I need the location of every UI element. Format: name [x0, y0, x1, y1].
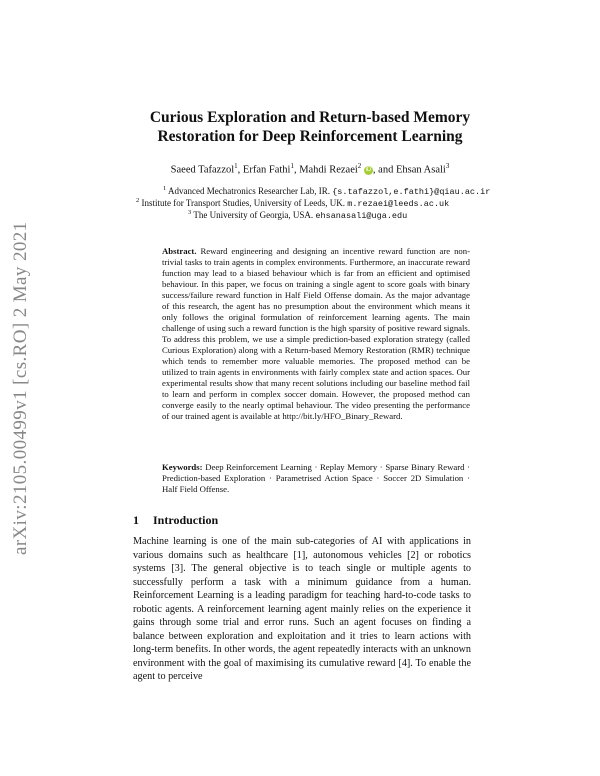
affiliation-2-sup: 2	[136, 197, 140, 204]
abstract-label: Abstract.	[162, 246, 197, 256]
author-3-sup: 2	[357, 162, 362, 170]
title-line-2: Restoration for Deep Reinforcement Learning	[157, 128, 463, 145]
affiliation-2-text: Institute for Transport Studies, University of Leeds, UK.	[141, 198, 345, 208]
affiliation-1	[163, 185, 490, 197]
affiliation-1-text: Advanced Mechatronics Researcher Lab, IR.	[168, 186, 330, 196]
keywords-label: Keywords:	[162, 462, 203, 472]
keywords	[162, 462, 470, 495]
affiliation-3-text: The University of Georgia, USA.	[193, 210, 314, 220]
author-1-sup: 1	[234, 162, 238, 170]
section-number: 1	[133, 513, 139, 527]
intro-paragraph: Machine learning is one of the main sub-categories of AI with applications in various domains such as healthcare [1], autonomous vehicles [2] or robotics systems [3]. The general objective is to teach single or multiple agents to successfully perform a task with a minimum guidance from a human. Reinforcement Learning is a leading paradigm for teaching hard-to-code tasks to robotic agents. A reinforcement learning agent mainly relies on the experience it gains through some trial and error runs. Such an agent focuses on finding a balance between exploration and exploitation and it tries to learn actions with long-term benefits. In other words, the agent repeatedly interacts with an unknown environment with the goal of maximising its cumulative reward [4]. To enable the agent to perceive	[133, 536, 471, 682]
affiliation-3-email[interactable]: ehsanasali@uga.edu	[315, 211, 408, 221]
affiliation-1-email[interactable]: {s.tafazzol,e.fathi}@qiau.ac.ir	[332, 187, 491, 197]
arxiv-identifier-stamp: arXiv:2105.00499v1 [cs.RO] 2 May 2021	[10, 221, 31, 555]
paper-title	[120, 108, 500, 146]
author-2: Erfan Fathi	[242, 164, 291, 176]
affiliation-3-sup: 3	[188, 209, 192, 216]
affiliation-3	[188, 209, 407, 221]
affiliation-2-email[interactable]: m.rezaei@leeds.ac.uk	[347, 199, 450, 209]
orcid-icon[interactable]: iD	[365, 166, 372, 173]
section-heading	[133, 513, 218, 528]
keywords-text: Deep Reinforcement Learning · Replay Memory · Sparse Binary Reward · Prediction-based Exploration · Parametrised Action Space · Soccer 2D Simulation · Half Field Offense.	[162, 462, 470, 494]
affiliation-1-sup: 1	[163, 185, 167, 192]
affiliation-2	[136, 197, 449, 209]
author-4-sup: 3	[445, 162, 450, 170]
abstract	[162, 246, 470, 422]
author-2-sup: 1	[290, 162, 294, 170]
abstract-text: Reward engineering and designing an incentive reward function are non-trivial tasks to train agents in complex environments. Furthermore, an inaccurate reward function may lead to a biased behaviour which is far from an efficient and optimised behaviour. In this paper, we focus on training a single agent to score goals with binary success/failure reward function in Half Field Offense domain. As the major advantage of this research, the agent has no presumption about the environment which means it only follows the original formulation of reinforcement learning agents. The main challenge of using such a reward function is the high sparsity of positive reward signals. To address this problem, we use a simple prediction-based exploration strategy (called Curious Exploration) along with a Return-based Memory Restoration (RMR) technique which tends to remember more valuable memories. The proposed method can be utilized to train agents in environments with fairly complex state and action spaces. Our experimental results show that many recent solutions including our baseline method fail to learn and perform in complex soccer domain. However, the proposed method can converge easily to the nearly optimal behaviour. The video presenting the performance of our trained agent is available at http://bit.ly/HFO_Binary_Reward.	[162, 246, 470, 421]
author-list: Saeed Tafazzol$^1$, Erfan Fathi$^1$, Mahdi Rezaei$^2$ iD , and Ehsan Asali$^3$	[170, 162, 450, 176]
author-4: and Ehsan Asali	[378, 164, 446, 176]
title-line-1: Curious Exploration and Return-based Memory	[149, 109, 471, 126]
section-title: Introduction	[153, 513, 219, 527]
author-3: Mahdi Rezaei	[299, 164, 358, 176]
author-1: Saeed Tafazzol	[170, 164, 235, 176]
